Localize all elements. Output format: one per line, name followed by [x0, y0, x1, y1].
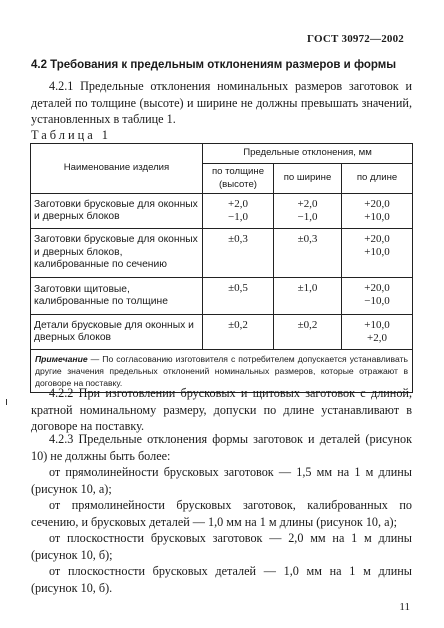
cell-value: +10,0 [364, 210, 390, 223]
cell-value: +10,0 [364, 319, 390, 331]
cell-width [274, 229, 342, 278]
page-number: 11 [399, 601, 410, 613]
cell-value: +2,0 [367, 331, 387, 344]
cell-width [274, 278, 342, 315]
row-name: Заготовки брусковые для оконных и дверных блоков, калиброванные по сечению [31, 229, 203, 278]
list-item: от плоскостности брусковых заготовок — 2,0 мм на 1 м длины (рисунок 10, б); [31, 531, 412, 562]
table-caption: Таблица 1 [31, 128, 111, 142]
header-thickness: по толщине (высоте) [203, 164, 274, 194]
paragraph-4-2-3 [31, 431, 412, 596]
cell-value: ±0,2 [297, 319, 318, 331]
cell-value: ±0,3 [297, 233, 318, 245]
cell-value: +2,0 [228, 198, 248, 210]
cell-thickness [203, 229, 274, 278]
cell-value: ±1,0 [297, 282, 318, 294]
row-name: Заготовки щитовые, калиброванные по толщине [31, 278, 203, 315]
cell-width [274, 315, 342, 350]
cell-value: −1,0 [228, 210, 248, 223]
table-header-row [31, 144, 413, 164]
cell-thickness [203, 315, 274, 350]
note-text: — По согласованию изготовителя с потребителем допускается устанавливать другие значения предельных отклонений номинальных размеров, которые отражают в договоре на поставку. [35, 354, 409, 388]
paragraph-4-2-2 [31, 385, 412, 435]
table-row [31, 229, 413, 278]
cell-value: −10,0 [364, 294, 390, 307]
deviations-table [30, 143, 413, 393]
cell-width [274, 194, 342, 229]
table-row [31, 194, 413, 229]
note-label: Примечание [35, 354, 88, 364]
paragraph-4-2-2-text: 4.2.2 При изготовлении брусковых и щитовых заготовок с длиной, кратной номинальному размеру, допуски по длине устанавливают в договоре на поставку. [31, 386, 412, 433]
list-item: от прямолинейности брусковых заготовок — 1,5 мм на 1 м длины (рисунок 10, а); [31, 465, 412, 496]
standard-header: ГОСТ 30972—2002 [307, 33, 404, 45]
cell-length [342, 229, 413, 278]
paragraph-4-2-1-text: 4.2.1 Предельные отклонения номинальных размеров заготовок и деталей по толщине (высоте) и ширине не должны превышать значений, установленных в таблице 1. [31, 79, 412, 126]
cell-length [342, 315, 413, 350]
list-item: от прямолинейности брусковых заготовок, калиброванных по сечению, и брусковых деталей — 1,0 мм на 1 м длины (рисунок 10, а); [31, 498, 412, 529]
cell-value: +20,0 [364, 233, 390, 245]
cell-thickness [203, 194, 274, 229]
section-heading: 4.2 Требования к предельным отклонениям размеров и формы [31, 59, 397, 71]
cell-value: −1,0 [297, 210, 318, 223]
paragraph-4-2-3-intro: 4.2.3 Предельные отклонения формы заготовок и деталей (рисунок 10) не должны быть более: [31, 432, 412, 463]
scan-artifact [6, 399, 7, 405]
cell-value: +2,0 [297, 198, 318, 210]
list-item: от плоскостности брусковых деталей — 1,0 мм на 1 м длины (рисунок 10, б). [31, 564, 412, 595]
cell-length [342, 278, 413, 315]
row-name: Заготовки брусковые для оконных и дверных блоков [31, 194, 203, 229]
cell-value: +20,0 [364, 282, 390, 294]
paragraph-4-2-1 [31, 78, 412, 128]
header-deviations-group: Предельные отклонения, мм [203, 144, 413, 164]
table-row [31, 315, 413, 350]
cell-value: ±0,5 [228, 282, 248, 294]
cell-value: +20,0 [364, 198, 390, 210]
header-product-name: Наименование изделия [31, 144, 203, 194]
cell-thickness [203, 278, 274, 315]
cell-value: ±0,3 [228, 233, 248, 245]
cell-value: +10,0 [364, 245, 390, 258]
table-row [31, 278, 413, 315]
header-length: по длине [342, 164, 413, 194]
cell-length [342, 194, 413, 229]
header-width: по ширине [274, 164, 342, 194]
cell-value: ±0,2 [228, 319, 248, 331]
row-name: Детали брусковые для оконных и дверных блоков [31, 315, 203, 350]
